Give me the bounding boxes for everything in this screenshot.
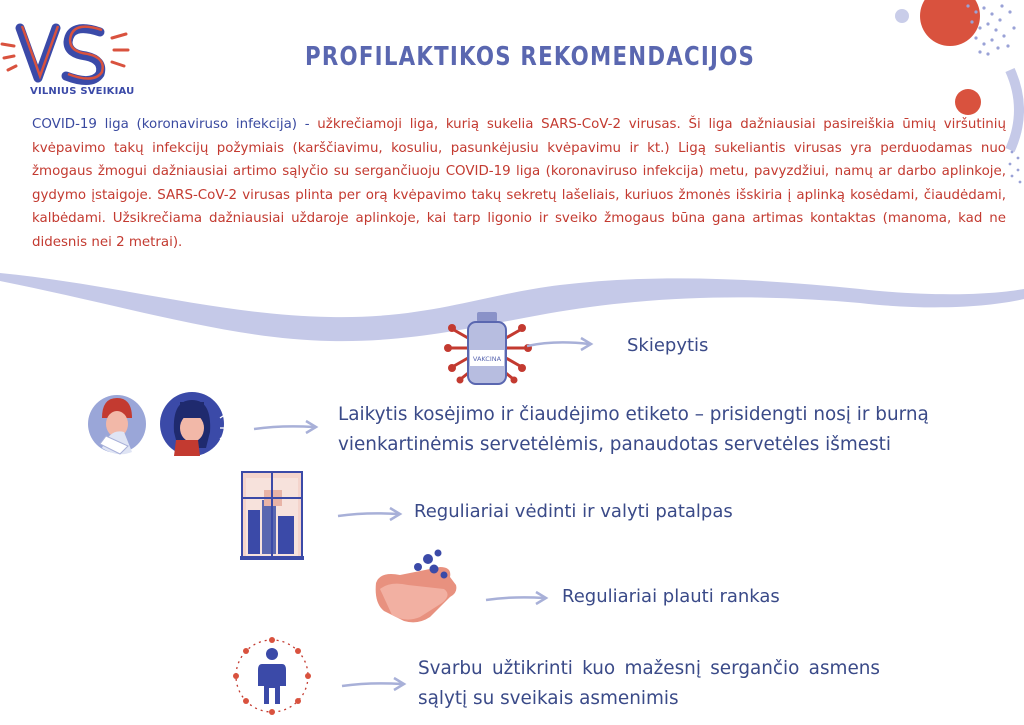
arrow-icon (336, 504, 404, 524)
logo-mark (0, 14, 140, 94)
recommendation-wash-hands: Reguliariai plauti rankas (562, 586, 780, 607)
window-ventilation-icon (240, 470, 304, 560)
page-title: PROFILAKTIKOS REKOMENDACIJOS (305, 42, 756, 72)
arrow-icon (525, 334, 595, 354)
distancing-icon (230, 630, 314, 722)
arrow-icon (484, 588, 550, 608)
intro-body: užkrečiamoji liga, kurią sukelia SARS-CoV-2 virusas. Ši liga dažniausiai pasireiškia ūmių viršutinių kvėpavimo takų infekcijų požymiais (karščiavimu, kosuliu, pasunkėjusiu kvėpavimu ir kt.) Ligą sukeliantis virusas yra perduodamas nuo žmogaus žmogui dažniausiai artimo sąlyčio su sergančiuoju COVID-19 liga (koronaviruso infekcija) metu, pavyzdžiui, namų ar darbo aplinkoje, gydymo įstaigoje. SARS-CoV-2 virusas plinta per orą kvėpavimo takų sekretų lašeliais, kuriuos žmonės išskiria į aplinką kosėdami, čiaudėdami, kalbėdami. Užsikrečiama dažniausiai uždaroje aplinkoje, kai tarp ligonio ir sveiko žmogaus būna gana artimas kontaktas (manoma, kad ne didesnis nei 2 metrai). (32, 117, 1006, 250)
arrow-icon (340, 674, 408, 694)
recommendation-vaccinate: Skiepytis (627, 335, 709, 356)
arrow-icon (252, 417, 320, 437)
intro-highlight: COVID-19 liga (koronaviruso infekcija) - (32, 117, 310, 132)
logo-subtitle: VILNIUS SVEIKIAU (30, 86, 135, 97)
vaccine-icon (440, 308, 535, 388)
recommendation-ventilate: Reguliariai vėdinti ir valyti patalpas (414, 501, 733, 522)
cough-etiquette-icon (80, 388, 230, 464)
recommendation-distancing: Svarbu užtikrinti kuo mažesnį sergančio asmens sąlytį su sveikais asmenimis (418, 658, 880, 709)
recommendation-cough-etiquette: Laikytis kosėjimo ir čiaudėjimo etiketo – prisidengti nosį ir burną vienkartinėmis servetėlėmis, panaudotas servetėles išmesti (338, 404, 929, 455)
hand-washing-icon (370, 545, 462, 627)
vaccine-label: VAKCINA (472, 355, 502, 363)
intro-paragraph (32, 113, 1006, 254)
